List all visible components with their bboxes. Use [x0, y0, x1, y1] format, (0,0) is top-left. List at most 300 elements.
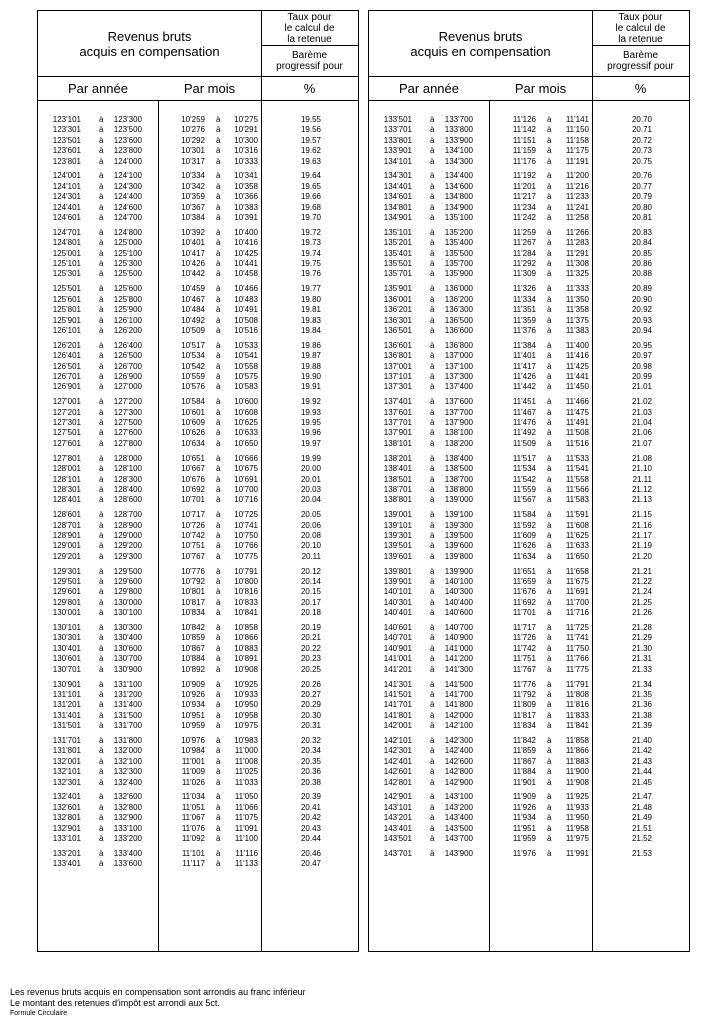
cell-rate-percent: 19.86: [300, 340, 321, 350]
cell-separator: à: [216, 551, 221, 561]
table-title: [38, 11, 262, 77]
table-row: [369, 362, 689, 372]
cell-rate-percent: 19.56: [300, 125, 321, 135]
cell-year-from: 133'401: [52, 859, 81, 869]
cell-month-from: 10'517: [181, 340, 205, 350]
cell-year-to: 139'100: [444, 510, 473, 520]
table-row: [38, 700, 358, 710]
cell-month-to: 10'575: [234, 371, 258, 381]
cell-month-from: 11'584: [512, 510, 536, 520]
cell-month-to: 11'950: [565, 813, 589, 823]
cell-separator: à: [216, 700, 221, 710]
cell-year-from: 126'701: [52, 371, 81, 381]
cell-month-to: 10'466: [234, 284, 258, 294]
cell-separator: à: [216, 305, 221, 315]
cell-year-from: 136'801: [383, 351, 412, 361]
table-row: [38, 587, 358, 597]
cell-year-to: 132'300: [113, 767, 142, 777]
cell-separator: à: [216, 269, 221, 279]
cell-month-from: 10'292: [181, 135, 205, 145]
cell-year-from: 129'001: [52, 541, 81, 551]
cell-separator: à: [99, 474, 104, 484]
cell-separator: à: [99, 767, 104, 777]
table-row: [38, 125, 358, 135]
cell-month-from: 11'634: [512, 551, 536, 561]
cell-year-from: 141'701: [383, 700, 412, 710]
rate-line-1: Taux pour: [287, 11, 332, 23]
cell-separator: à: [430, 767, 435, 777]
cell-separator: à: [547, 551, 552, 561]
cell-year-to: 126'700: [113, 361, 142, 371]
cell-rate-percent: 20.21: [300, 633, 321, 643]
table-row: [38, 192, 358, 202]
cell-separator: à: [99, 464, 104, 474]
cell-month-from: 10'792: [181, 577, 205, 587]
cell-month-from: 11'359: [512, 315, 536, 325]
cell-separator: à: [99, 700, 104, 710]
cell-rate-percent: 21.13: [631, 495, 652, 505]
cell-year-to: 134'600: [444, 181, 473, 191]
cell-year-to: 141'500: [444, 679, 473, 689]
cell-month-to: 11'233: [565, 192, 589, 202]
cell-month-to: 11'308: [565, 259, 589, 269]
cell-year-from: 131'501: [52, 721, 81, 731]
cell-separator: à: [216, 802, 221, 812]
cell-month-to: 10'633: [234, 428, 258, 438]
cell-rate-percent: 19.83: [300, 315, 321, 325]
cell-separator: à: [430, 146, 435, 156]
cell-separator: à: [430, 700, 435, 710]
cell-year-from: 134'401: [383, 181, 412, 191]
cell-rate-percent: 20.42: [300, 813, 321, 823]
cell-year-to: 128'400: [113, 484, 142, 494]
cell-separator: à: [547, 248, 552, 258]
cell-separator: à: [547, 802, 552, 812]
cell-separator: à: [99, 407, 104, 417]
table-row: [38, 382, 358, 392]
cell-rate-percent: 20.46: [300, 848, 321, 858]
cell-year-to: 130'100: [113, 608, 142, 618]
cell-year-to: 131'100: [113, 679, 142, 689]
cell-rate-percent: 20.00: [300, 464, 321, 474]
cell-year-from: 126'201: [52, 340, 81, 350]
table-row: [369, 746, 689, 756]
cell-rate-percent: 21.17: [631, 530, 652, 540]
cell-month-to: 10'650: [234, 438, 258, 448]
cell-month-to: 11'000: [234, 746, 258, 756]
cell-month-to: 11'425: [565, 361, 589, 371]
table-row: [369, 238, 689, 248]
cell-month-from: 11'951: [512, 823, 536, 833]
cell-month-to: 11'450: [565, 382, 589, 392]
cell-year-from: 138'801: [383, 495, 412, 505]
cell-separator: à: [547, 361, 552, 371]
cell-year-to: 135'100: [444, 213, 473, 223]
cell-month-from: 11'509: [512, 438, 536, 448]
cell-separator: à: [99, 859, 104, 869]
cell-year-from: 128'301: [52, 484, 81, 494]
cell-month-from: 10'609: [181, 418, 205, 428]
cell-separator: à: [216, 767, 221, 777]
cell-month-from: 10'867: [181, 643, 205, 653]
cell-separator: à: [216, 325, 221, 335]
cell-year-to: 129'200: [113, 541, 142, 551]
cell-separator: à: [547, 530, 552, 540]
cell-month-to: 11'358: [565, 305, 589, 315]
cell-separator: à: [430, 710, 435, 720]
cell-separator: à: [216, 608, 221, 618]
table-row: [38, 259, 358, 269]
cell-month-from: 10'801: [181, 587, 205, 597]
cell-month-to: 11'441: [565, 371, 589, 381]
cell-rate-percent: 20.23: [300, 654, 321, 664]
cell-separator: à: [430, 792, 435, 802]
cell-year-to: 142'100: [444, 721, 473, 731]
cell-year-from: 141'501: [383, 689, 412, 699]
cell-year-to: 139'600: [444, 541, 473, 551]
cell-year-to: 138'200: [444, 438, 473, 448]
cell-month-from: 10'342: [181, 181, 205, 191]
cell-year-from: 128'001: [52, 464, 81, 474]
cell-month-to: 10'508: [234, 315, 258, 325]
cell-separator: à: [99, 813, 104, 823]
cell-year-to: 139'000: [444, 495, 473, 505]
rate-line-3: la retenue: [618, 33, 663, 45]
cell-year-to: 133'400: [113, 848, 142, 858]
cell-separator: à: [547, 587, 552, 597]
cell-rate-percent: 20.97: [631, 351, 652, 361]
table-row: [38, 485, 358, 495]
cell-rate-percent: 20.94: [631, 325, 652, 335]
cell-rate-percent: 19.62: [300, 146, 321, 156]
table-row: [38, 203, 358, 213]
cell-year-from: 124'601: [52, 213, 81, 223]
rate-table-left: [37, 10, 359, 952]
cell-separator: à: [430, 848, 435, 858]
title-line-2: acquis en compensation: [410, 43, 551, 59]
cell-separator: à: [430, 125, 435, 135]
cell-year-from: 141'001: [383, 654, 412, 664]
cell-month-to: 11'475: [565, 407, 589, 417]
cell-month-from: 10'317: [181, 156, 205, 166]
cell-month-to: 11'066: [234, 802, 258, 812]
cell-separator: à: [216, 115, 221, 124]
footer-form-name: Formule Circulaire: [10, 1010, 68, 1017]
cell-separator: à: [99, 227, 104, 237]
cell-month-to: 11'933: [565, 802, 589, 812]
table-row: [369, 439, 689, 449]
table-row: [369, 382, 689, 392]
cell-rate-percent: 21.16: [631, 520, 652, 530]
table-row: [369, 284, 689, 294]
cell-rate-percent: 21.33: [631, 664, 652, 674]
cell-separator: à: [99, 202, 104, 212]
bareme-line-1: Barème: [291, 50, 327, 61]
table-row: [38, 351, 358, 361]
cell-year-from: 139'501: [383, 541, 412, 551]
cell-rate-percent: 19.68: [300, 202, 321, 212]
cell-separator: à: [216, 315, 221, 325]
cell-year-from: 126'401: [52, 351, 81, 361]
table-row: [38, 439, 358, 449]
table-row: [38, 372, 358, 382]
cell-year-to: 124'100: [113, 171, 142, 181]
cell-year-from: 143'501: [383, 834, 412, 843]
cell-year-from: 128'601: [52, 510, 81, 520]
cell-month-to: 10'841: [234, 608, 258, 618]
cell-month-to: 10'975: [234, 721, 258, 731]
cell-year-from: 127'001: [52, 397, 81, 407]
cell-month-from: 11'492: [512, 428, 536, 438]
cell-year-from: 132'001: [52, 756, 81, 766]
cell-month-to: 10'983: [234, 735, 258, 745]
cell-rate-percent: 20.81: [631, 213, 652, 223]
cell-year-from: 142'901: [383, 792, 412, 802]
cell-separator: à: [216, 125, 221, 135]
cell-year-to: 139'500: [444, 530, 473, 540]
cell-rate-percent: 21.45: [631, 777, 652, 787]
table-row: [38, 408, 358, 418]
cell-separator: à: [99, 484, 104, 494]
cell-separator: à: [547, 453, 552, 463]
cell-month-to: 11'841: [565, 721, 589, 731]
table-row: [369, 510, 689, 520]
cell-month-to: 11'325: [565, 269, 589, 279]
cell-year-from: 140'901: [383, 643, 412, 653]
cell-rate-percent: 21.52: [631, 834, 652, 843]
column-header-year: Par année: [38, 77, 158, 101]
cell-year-from: 135'101: [383, 227, 412, 237]
cell-month-to: 11'075: [234, 813, 258, 823]
cell-year-from: 138'701: [383, 484, 412, 494]
cell-year-from: 135'201: [383, 238, 412, 248]
cell-month-from: 11'076: [181, 823, 205, 833]
table-row: [38, 767, 358, 777]
cell-separator: à: [99, 192, 104, 202]
table-row: [38, 510, 358, 520]
cell-month-from: 10'426: [181, 259, 205, 269]
cell-rate-percent: 19.93: [300, 407, 321, 417]
table-row: [38, 711, 358, 721]
cell-month-from: 11'467: [512, 407, 536, 417]
cell-year-to: 126'400: [113, 340, 142, 350]
cell-separator: à: [430, 474, 435, 484]
table-row: [38, 531, 358, 541]
cell-year-to: 126'900: [113, 371, 142, 381]
cell-month-to: 10'275: [234, 115, 258, 124]
table-row: [369, 654, 689, 664]
cell-year-from: 132'101: [52, 767, 81, 777]
cell-month-from: 11'567: [512, 495, 536, 505]
cell-year-from: 124'301: [52, 192, 81, 202]
cell-month-from: 11'701: [512, 608, 536, 618]
cell-month-from: 10'701: [181, 495, 205, 505]
table-row: [38, 305, 358, 315]
cell-year-from: 130'301: [52, 633, 81, 643]
cell-month-from: 10'576: [181, 382, 205, 392]
cell-separator: à: [216, 428, 221, 438]
cell-year-to: 141'800: [444, 700, 473, 710]
cell-separator: à: [99, 181, 104, 191]
cell-year-from: 123'301: [52, 125, 81, 135]
cell-separator: à: [216, 587, 221, 597]
cell-month-to: 10'458: [234, 269, 258, 279]
cell-separator: à: [216, 777, 221, 787]
cell-separator: à: [99, 721, 104, 731]
cell-month-to: 10'333: [234, 156, 258, 166]
cell-month-from: 11'101: [181, 848, 205, 858]
cell-separator: à: [216, 371, 221, 381]
cell-year-to: 142'800: [444, 767, 473, 777]
cell-rate-percent: 19.63: [300, 156, 321, 166]
cell-year-from: 124'401: [52, 202, 81, 212]
cell-separator: à: [547, 689, 552, 699]
cell-month-from: 10'559: [181, 371, 205, 381]
cell-year-from: 124'801: [52, 238, 81, 248]
cell-year-from: 131'101: [52, 689, 81, 699]
cell-separator: à: [547, 192, 552, 202]
cell-separator: à: [216, 213, 221, 223]
cell-separator: à: [216, 756, 221, 766]
cell-month-from: 11'542: [512, 474, 536, 484]
cell-month-from: 11'517: [512, 453, 536, 463]
cell-year-to: 133'200: [113, 834, 142, 843]
rate-line-3: la retenue: [287, 33, 332, 45]
cell-separator: à: [547, 238, 552, 248]
cell-year-from: 142'101: [383, 735, 412, 745]
cell-month-from: 10'334: [181, 171, 205, 181]
cell-separator: à: [216, 710, 221, 720]
table-row: [38, 654, 358, 664]
table-row: [369, 531, 689, 541]
cell-year-from: 134'301: [383, 171, 412, 181]
cell-separator: à: [547, 834, 552, 843]
cell-year-from: 127'301: [52, 418, 81, 428]
cell-month-to: 11'791: [565, 679, 589, 689]
cell-month-to: 11'866: [565, 746, 589, 756]
cell-separator: à: [547, 428, 552, 438]
cell-month-from: 10'459: [181, 284, 205, 294]
cell-year-to: 132'400: [113, 777, 142, 787]
cell-year-to: 123'600: [113, 135, 142, 145]
cell-year-to: 141'200: [444, 654, 473, 664]
cell-month-to: 11'150: [565, 125, 589, 135]
cell-year-to: 132'600: [113, 792, 142, 802]
cell-separator: à: [547, 325, 552, 335]
cell-rate-percent: 21.25: [631, 597, 652, 607]
cell-year-from: 139'301: [383, 530, 412, 540]
cell-separator: à: [216, 407, 221, 417]
cell-month-to: 11'766: [565, 654, 589, 664]
cell-rate-percent: 21.22: [631, 577, 652, 587]
cell-separator: à: [99, 551, 104, 561]
cell-month-from: 10'442: [181, 269, 205, 279]
cell-rate-percent: 20.75: [631, 156, 652, 166]
cell-year-to: 143'100: [444, 792, 473, 802]
cell-month-to: 11'883: [565, 756, 589, 766]
cell-year-from: 141'201: [383, 664, 412, 674]
cell-rate-percent: 20.05: [300, 510, 321, 520]
cell-rate-percent: 20.38: [300, 777, 321, 787]
cell-year-to: 134'900: [444, 202, 473, 212]
cell-separator: à: [216, 577, 221, 587]
cell-separator: à: [430, 597, 435, 607]
cell-year-to: 135'500: [444, 248, 473, 258]
cell-year-to: 130'700: [113, 654, 142, 664]
footer-note-rounding-income: Les revenus bruts acquis en compensation sont arrondis au franc inférieur: [10, 987, 306, 997]
cell-month-to: 11'716: [565, 608, 589, 618]
cell-separator: à: [216, 484, 221, 494]
cell-month-to: 10'600: [234, 397, 258, 407]
cell-rate-percent: 20.90: [631, 294, 652, 304]
cell-separator: à: [99, 608, 104, 618]
cell-year-to: 142'300: [444, 735, 473, 745]
cell-year-from: 124'001: [52, 171, 81, 181]
cell-separator: à: [99, 428, 104, 438]
cell-year-to: 129'500: [113, 566, 142, 576]
cell-year-to: 125'100: [113, 248, 142, 258]
cell-month-from: 10'859: [181, 633, 205, 643]
cell-rate-percent: 21.20: [631, 551, 652, 561]
cell-rate-percent: 20.95: [631, 340, 652, 350]
cell-month-to: 10'775: [234, 551, 258, 561]
cell-year-to: 136'200: [444, 294, 473, 304]
cell-year-from: 135'401: [383, 248, 412, 258]
cell-separator: à: [430, 156, 435, 166]
table-row: [369, 736, 689, 746]
cell-year-to: 130'300: [113, 623, 142, 633]
cell-separator: à: [99, 643, 104, 653]
cell-month-from: 11'534: [512, 464, 536, 474]
cell-separator: à: [216, 171, 221, 181]
cell-rate-percent: 20.17: [300, 597, 321, 607]
cell-separator: à: [99, 418, 104, 428]
cell-separator: à: [547, 156, 552, 166]
cell-separator: à: [430, 227, 435, 237]
cell-separator: à: [216, 453, 221, 463]
table-row: [369, 521, 689, 531]
cell-year-to: 131'400: [113, 700, 142, 710]
cell-rate-percent: 20.70: [631, 115, 652, 124]
cell-separator: à: [547, 510, 552, 520]
table-row: [38, 213, 358, 223]
cell-month-to: 10'950: [234, 700, 258, 710]
cell-month-to: 11'625: [565, 530, 589, 540]
cell-separator: à: [99, 213, 104, 223]
table-row: [38, 418, 358, 428]
cell-month-from: 10'676: [181, 474, 205, 484]
cell-separator: à: [547, 679, 552, 689]
cell-year-to: 136'500: [444, 315, 473, 325]
cell-year-to: 128'000: [113, 453, 142, 463]
cell-year-to: 142'600: [444, 756, 473, 766]
table-row: [369, 454, 689, 464]
cell-rate-percent: 20.27: [300, 689, 321, 699]
cell-month-from: 11'901: [512, 777, 536, 787]
cell-rate-percent: 20.03: [300, 484, 321, 494]
cell-year-from: 140'401: [383, 608, 412, 618]
cell-separator: à: [216, 418, 221, 428]
cell-rate-percent: 20.39: [300, 792, 321, 802]
cell-year-to: 143'700: [444, 834, 473, 843]
cell-separator: à: [99, 115, 104, 124]
cell-separator: à: [547, 746, 552, 756]
table-row: [369, 567, 689, 577]
cell-rate-percent: 20.15: [300, 587, 321, 597]
table-row: [38, 834, 358, 844]
cell-year-from: 123'601: [52, 146, 81, 156]
cell-year-to: 129'300: [113, 551, 142, 561]
